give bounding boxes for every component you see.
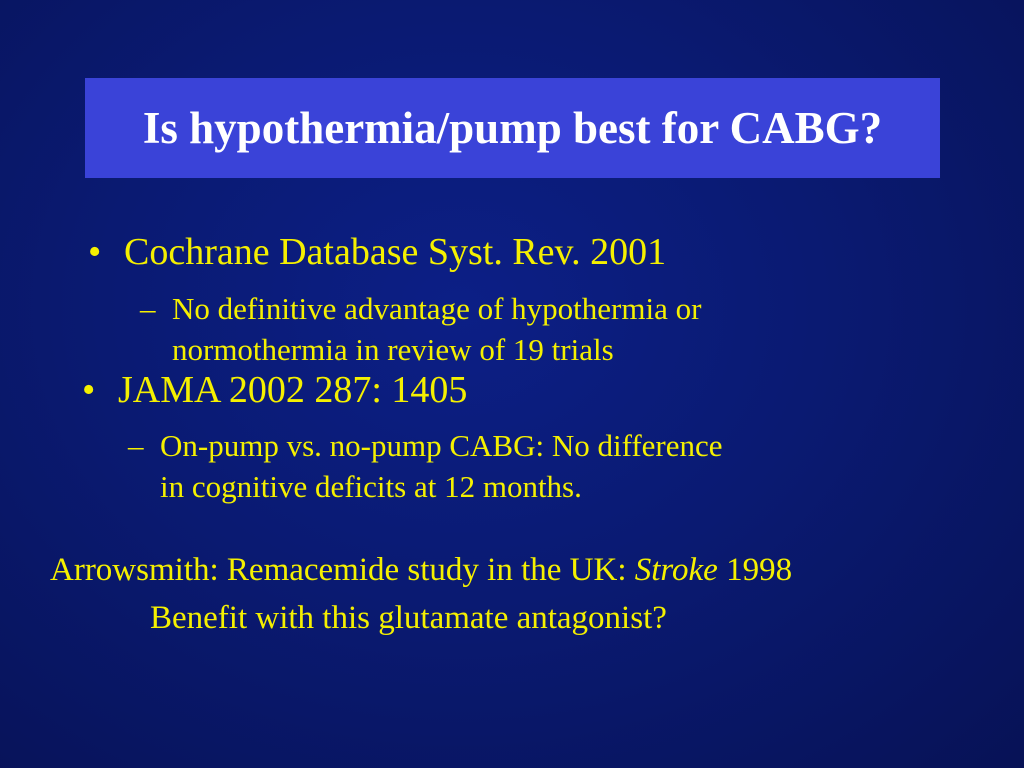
note-line-citation: [50, 548, 792, 592]
note-line-question: Benefit with this glutamate antagonist?: [150, 600, 667, 636]
bullet-marker: •: [82, 369, 96, 411]
sub-bullet-line: No definitive advantage of hypothermia or: [172, 291, 702, 326]
sub-bullet-line: On-pump vs. no-pump CABG: No difference: [160, 428, 723, 463]
bullet-marker: •: [88, 231, 102, 273]
slide-title: Is hypothermia/pump best for CABG?: [142, 102, 883, 153]
sub-bullet-line: normothermia in review of 19 trials: [172, 332, 614, 367]
sub-bullet-jama: [128, 425, 723, 507]
title-box: [85, 78, 940, 178]
bullet-item-cochrane: [88, 230, 666, 274]
note-year: 1998: [717, 552, 793, 588]
note-text: Arrowsmith: Remacemide study in the UK:: [50, 552, 635, 588]
bullet-text: Cochrane Database Syst. Rev. 2001: [124, 231, 667, 273]
sub-bullet-cochrane: [140, 288, 701, 370]
sub-bullet-line: in cognitive deficits at 12 months.: [160, 469, 582, 504]
dash-marker: –: [140, 291, 156, 326]
bullet-item-jama: [82, 368, 467, 412]
bullet-text: JAMA 2002 287: 1405: [118, 369, 468, 411]
dash-marker: –: [128, 428, 144, 463]
journal-name: Stroke: [634, 552, 718, 588]
